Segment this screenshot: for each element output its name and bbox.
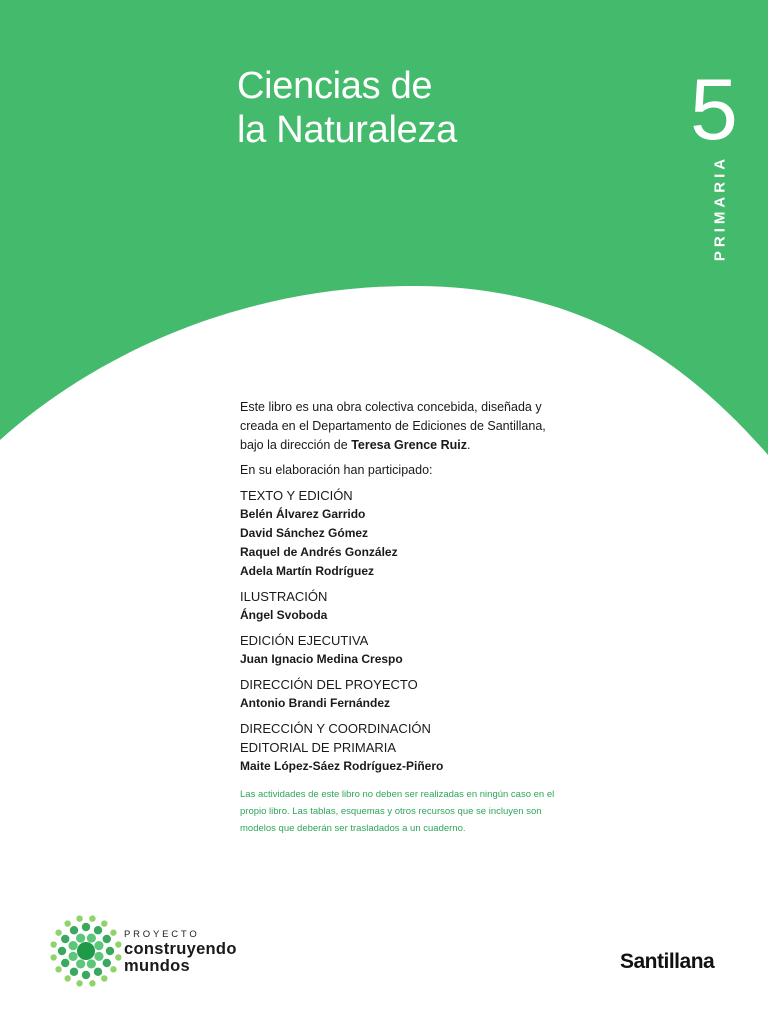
section-heading: DIRECCIÓN DEL PROYECTO <box>240 677 418 692</box>
logo-dot <box>76 915 82 921</box>
logo-dot <box>70 968 78 976</box>
logo-dot <box>101 920 107 926</box>
intro-paragraph <box>240 398 570 455</box>
logo-dot <box>103 935 111 943</box>
logo-dot <box>68 952 77 961</box>
book-title <box>237 64 457 152</box>
section-heading: TEXTO Y EDICIÓN <box>240 488 353 503</box>
credit-person: Antonio Brandi Fernández <box>240 696 390 710</box>
credit-person: Juan Ignacio Medina Crespo <box>240 652 403 666</box>
logo-dot <box>50 954 56 960</box>
logo-dot <box>115 954 121 960</box>
logo-dot <box>61 935 69 943</box>
logo-dot <box>55 929 61 935</box>
logo-dot <box>61 959 69 967</box>
logo-dot <box>87 959 96 968</box>
logo-dot <box>94 968 102 976</box>
logo-dot <box>76 933 85 942</box>
credits-block <box>240 398 570 837</box>
participated-label: En su elaboración han participado: <box>240 463 433 477</box>
logo-dot <box>106 947 114 955</box>
intro-text: Este libro es una obra colectiva concebida, diseñada y creada en el Departamento de Ediciones de Santillana, bajo la dirección de <box>240 400 546 452</box>
logo-dot <box>89 915 95 921</box>
logo-dot <box>101 975 107 981</box>
logo-dot <box>89 980 95 986</box>
credit-person: Ángel Svoboda <box>240 608 328 622</box>
credit-section-edicion-ejecutiva <box>240 631 570 669</box>
logo-dot <box>110 929 116 935</box>
title-line-2: la Naturaleza <box>237 109 457 151</box>
publisher-logo: Santillana <box>620 950 715 973</box>
credit-section-texto <box>240 486 570 581</box>
logo-dot <box>58 947 66 955</box>
logo-dot <box>87 933 96 942</box>
logo-dot <box>76 959 85 968</box>
credit-person: David Sánchez Gómez <box>240 526 369 540</box>
construyendo-mundos-logo <box>50 915 260 990</box>
logo-dot <box>50 941 56 947</box>
logo-dot <box>68 941 77 950</box>
logo-dot <box>115 941 121 947</box>
credit-section-direccion-editorial <box>240 719 570 776</box>
credit-person: Raquel de Andrés González <box>240 545 398 559</box>
logo-dot <box>94 926 102 934</box>
credit-section-ilustracion <box>240 587 570 625</box>
logo-line-3: mundos <box>124 957 190 975</box>
title-line-1: Ciencias de <box>237 65 433 107</box>
credit-person: Maite López-Sáez Rodríguez-Piñero <box>240 759 444 773</box>
logo-text <box>124 929 237 975</box>
logo-dot <box>77 942 95 960</box>
logo-dot <box>94 952 103 961</box>
section-heading: EDITORIAL DE PRIMARIA <box>240 740 397 755</box>
logo-dot <box>70 926 78 934</box>
logo-dot <box>64 920 70 926</box>
logo-line-1: PROYECTO <box>124 929 200 940</box>
logo-dot <box>103 959 111 967</box>
logo-dot <box>64 975 70 981</box>
section-heading: ILUSTRACIÓN <box>240 589 328 604</box>
section-heading: EDICIÓN EJECUTIVA <box>240 633 369 648</box>
dot-rosette-icon <box>50 915 122 987</box>
grade-label: PRIMARIA <box>711 154 729 262</box>
logo-dot <box>55 966 61 972</box>
credit-section-direccion-proyecto <box>240 675 570 713</box>
activities-note: Las actividades de este libro no deben ser realizadas en ningún caso en el propio libro. Las tablas, esquemas y otros recursos que se incluyen son modelos que deberán ser trasladados a un cuaderno. <box>240 789 555 834</box>
logo-dot <box>82 971 90 979</box>
director-name: Teresa Grence Ruiz <box>351 438 467 452</box>
intro-period: . <box>466 438 471 452</box>
credit-person: Belén Álvarez Garrido <box>240 507 366 521</box>
section-heading: DIRECCIÓN Y COORDINACIÓN <box>240 721 431 736</box>
logo-dot <box>82 923 90 931</box>
grade-number: 5 <box>690 62 738 158</box>
logo-dot <box>94 941 103 950</box>
credit-person: Adela Martín Rodríguez <box>240 564 375 578</box>
logo-line-2: construyendo <box>124 940 237 958</box>
logo-dot <box>76 980 82 986</box>
logo-dot <box>110 966 116 972</box>
